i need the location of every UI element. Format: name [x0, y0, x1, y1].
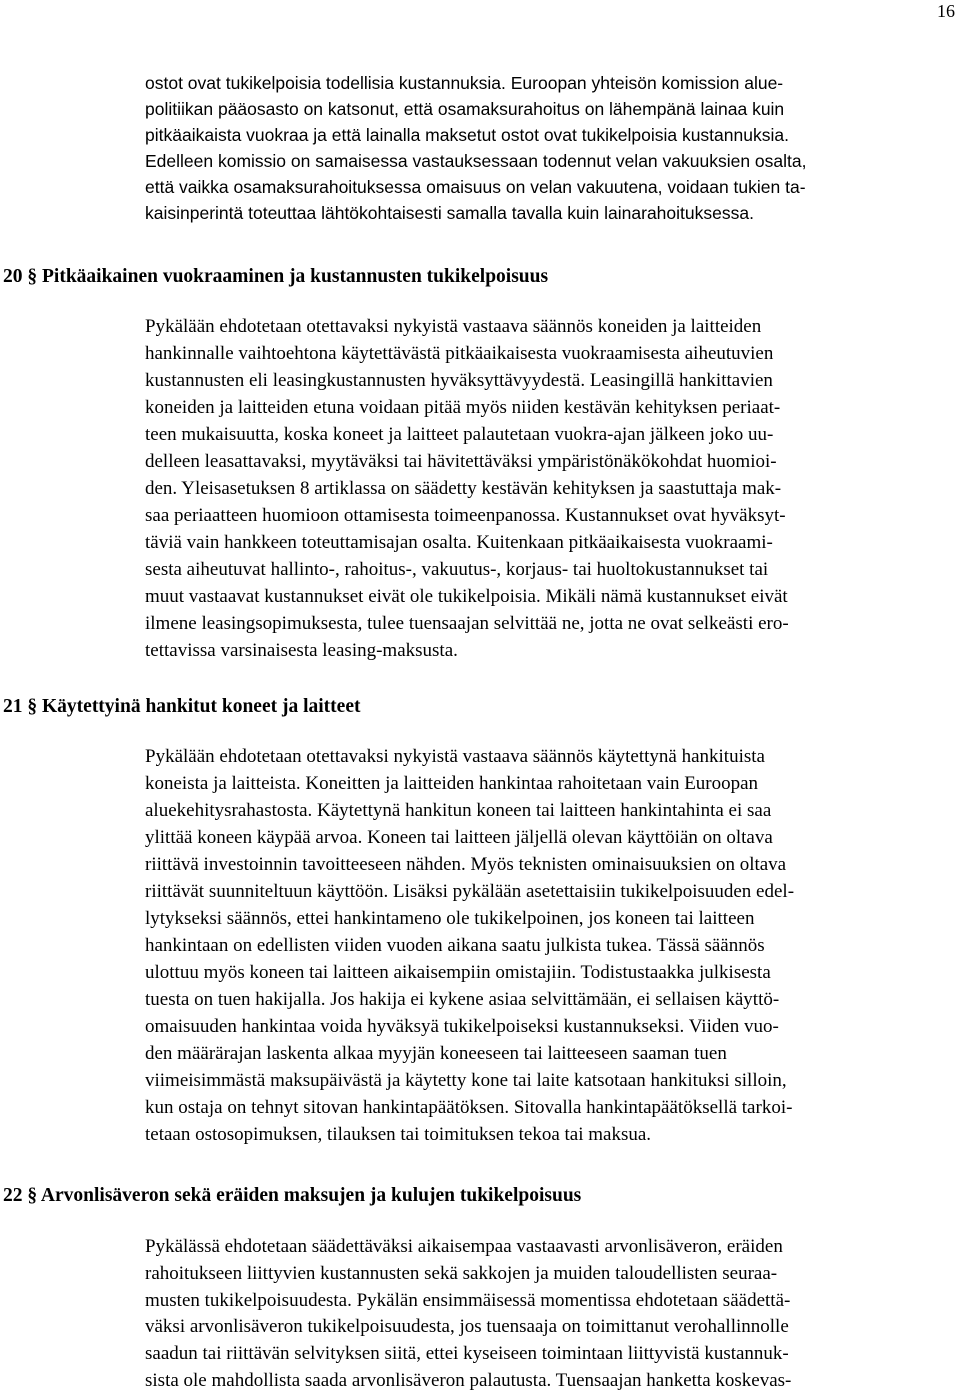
section-body-line: hankinnalle vaihtoehtona käytettävästä pitkäaikaisesta vuokraamisesta aiheutuvien: [145, 343, 774, 364]
section-body-line: tuesta on tuen hakijalla. Jos hakija ei kykene asiaa selvittämään, ei sellaisen käyttö-: [145, 989, 780, 1010]
section-body-line: den. Yleisasetuksen 8 artiklassa on säädetty kestävän kehityksen ja saastuttaja mak-: [145, 478, 782, 499]
section-body-line: ilmene leasingsopimuksesta, tulee tuensaajan selvittää ne, jotta ne ovat selkeästi ero-: [145, 613, 789, 634]
section-body-line: täviä vain hankkeen toteuttamisajan osalta. Kuitenkaan pitkäaikaisesta vuokraami-: [145, 532, 773, 553]
section-body-line: delleen leasattavaksi, myytäväksi tai hävitettäväksi ympäristönäkökohdat huomioi-: [145, 451, 777, 472]
section-21-heading: 21 § Käytettyinä hankitut koneet ja laitteet: [3, 696, 361, 717]
section-body-line: viimeisimmästä maksupäivästä ja käytetty kone tai laite katsotaan hankituksi silloin,: [145, 1070, 787, 1091]
section-body-line: aluekehitysrahastosta. Käytettynä hankitun koneen tai laitteen hankintahinta ei saa: [145, 800, 772, 821]
section-body-line: kustannusten eli leasingkustannusten hyväksyttävyydestä. Leasingillä hankittavien: [145, 370, 773, 391]
section-22-heading: 22 § Arvonlisäveron sekä eräiden maksujen ja kulujen tukikelpoisuus: [3, 1185, 582, 1206]
intro-line: pitkäaikaista vuokraa ja että lainalla maksetut ostot ovat tukikelpoisia kustannuksia.: [145, 125, 789, 145]
section-body-line: saa periaatteen huomioon ottamisesta toimeenpanossa. Kustannukset ovat hyväksyt-: [145, 505, 786, 526]
page-number: 16: [937, 1, 955, 21]
intro-line: että vaikka osamaksurahoituksessa omaisuus on velan vakuutena, voidaan tukien ta-: [145, 177, 806, 197]
section-body-line: musten tukikelpoisuudesta. Pykälän ensimmäisessä momentissa ehdotetaan säädettä-: [145, 1289, 791, 1311]
section-body-line: sesta aiheutuvat hallinto-, rahoitus-, vakuutus-, korjaus- tai huoltokustannukset tai: [145, 559, 769, 580]
section-body-line: den määrärajan laskenta alkaa myyjän koneeseen tai laitteeseen saaman tuen: [145, 1043, 727, 1064]
section-body-line: rahoitukseen liittyvien kustannusten sekä sakkojen ja muiden taloudellisten seuraa-: [145, 1262, 778, 1284]
intro-line: Edelleen komissio on samaisessa vastauksessaan todennut velan vakuuksien osalta,: [145, 151, 807, 171]
section-body-line: hankintaan on edellisten viiden vuoden aikana saatu julkista tukea. Tässä säännös: [145, 935, 765, 956]
section-body-line: teen mukaisuutta, koska koneet ja laitteet palautetaan vuokra-ajan jälkeen joko uu-: [145, 424, 774, 445]
section-body-line: Pykälään ehdotetaan otettavaksi nykyistä vastaava säännös koneiden ja laitteiden: [145, 316, 762, 337]
section-body-line: riittävät suunniteltuun käyttöön. Lisäksi pykälään asetettaisiin tukikelpoisuuden edel-: [145, 881, 795, 902]
section-body-line: omaisuuden hankintaa voida hyväksyä tukikelpoiseksi kustannukseksi. Viiden vuo-: [145, 1016, 779, 1037]
section-body-line: riittävä investoinnin tavoitteeseen nähden. Myös teknisten ominaisuuksien on oltava: [145, 854, 787, 875]
intro-line: kaisinperintä toteuttaa lähtökohtaisesti samalla tavalla kuin lainarahoituksessa.: [145, 203, 754, 223]
section-20-heading: 20 § Pitkäaikainen vuokraaminen ja kustannusten tukikelpoisuus: [3, 266, 549, 287]
section-body-line: Pykälässä ehdotetaan säädettäväksi aikaisempaa vastaavasti arvonlisäveron, eräiden: [145, 1236, 783, 1257]
section-body-line: tetaan ostosopimuksen, tilauksen tai toimituksen tekoa tai maksua.: [145, 1124, 652, 1145]
section-body-line: sista ole mahdollista saada arvonlisäveron palautusta. Tuensaajan hanketta koskevas-: [145, 1370, 792, 1391]
section-body-line: ulottuu myös koneen tai laitteen aikaisempiin omistajiin. Todistustaakka julkisesta: [145, 962, 771, 983]
intro-line: ostot ovat tukikelpoisia todellisia kustannuksia. Euroopan yhteisön komission alue-: [145, 73, 784, 93]
section-body-line: lytykseksi säännös, ettei hankintameno ole tukikelpoinen, jos koneen tai laitteen: [145, 908, 755, 929]
section-body-line: koneista ja laitteista. Koneitten ja laitteiden hankintaa rahoitetaan vain Euroopan: [145, 773, 759, 794]
intro-line: politiikan pääosasto on katsonut, että osamaksurahoitus on lähempänä lainaa kuin: [145, 99, 785, 119]
section-body-line: väksi arvonlisäveron tukikelpoisuudesta, jos tuensaaja on toimittanut verohallinnolle: [145, 1316, 789, 1338]
section-body-line: muut vastaavat kustannukset eivät ole tukikelpoisia. Mikäli nämä kustannukset eivät: [145, 586, 788, 607]
section-body-line: ylittää koneen käypää arvoa. Koneen tai laitteen jäljellä olevan käyttöiän on oltava: [145, 827, 773, 848]
section-body-line: Pykälään ehdotetaan otettavaksi nykyistä vastaava säännös käytettynä hankituista: [145, 746, 765, 767]
section-body-line: koneiden ja laitteiden etuna voidaan pitää myös niiden kestävän kehityksen periaat-: [145, 397, 781, 418]
section-body-line: saadun tai riittävän selvityksen siitä, ettei kyseiseen toimintaan liittyvistä kustannuk-: [145, 1343, 789, 1365]
section-body-line: kun ostaja on tehnyt sitovan hankintapäätöksen. Sitovalla hankintapäätöksellä tarkoi-: [145, 1097, 793, 1118]
section-body-line: tettavissa varsinaisesta leasing-maksusta.: [145, 640, 458, 661]
